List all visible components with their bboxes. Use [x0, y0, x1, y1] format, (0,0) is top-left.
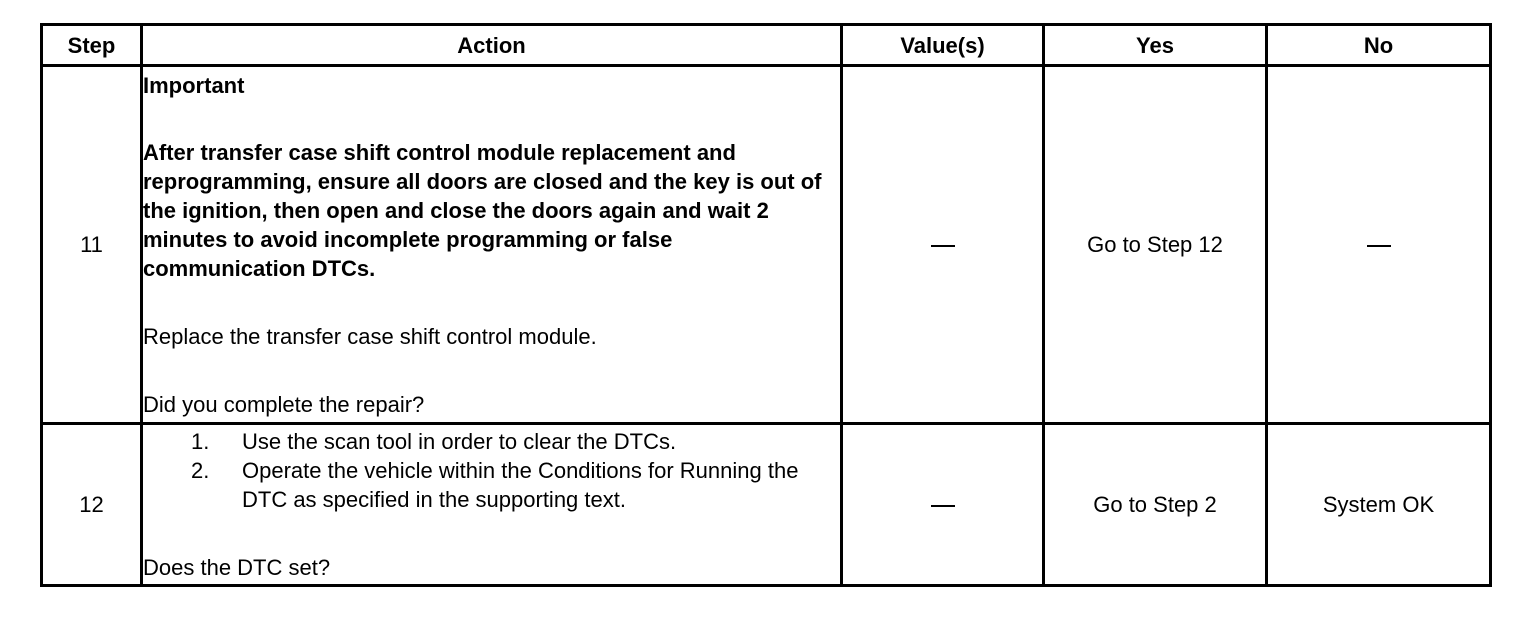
value-cell — [842, 66, 1044, 424]
instruction-text: Replace the transfer case shift control module. — [143, 323, 597, 349]
list-item-number: 1. — [191, 429, 210, 454]
header-action: Action — [142, 25, 842, 66]
list-item — [143, 456, 840, 514]
table-row — [42, 424, 1491, 586]
step-list — [143, 427, 840, 514]
action-cell — [142, 66, 842, 424]
step-number: 11 — [42, 66, 142, 424]
value-cell — [842, 424, 1044, 586]
action-cell — [142, 424, 842, 586]
list-item-number: 2. — [191, 458, 210, 483]
yes-cell: Go to Step 2 — [1044, 424, 1267, 586]
header-values: Value(s) — [842, 25, 1044, 66]
table-row — [42, 66, 1491, 424]
step-number: 12 — [42, 424, 142, 586]
question-text: Did you complete the repair? — [143, 391, 425, 417]
question-text: Does the DTC set? — [143, 555, 331, 580]
list-item-text: Operate the vehicle within the Conditions for Running the DTC as specified in the supporting text. — [242, 458, 799, 512]
list-item-text: Use the scan tool in order to clear the DTCs. — [242, 429, 677, 454]
header-yes: Yes — [1044, 25, 1267, 66]
em-dash — [931, 505, 955, 507]
header-step: Step — [42, 25, 142, 66]
em-dash — [1367, 245, 1391, 247]
important-text: After transfer case shift control module replacement and reprogramming, ensure all doors are closed and the key is out of the ignition, then open and close the doors again and wait 2 minutes to avoid incomplete programming or false communication DTCs. — [143, 139, 822, 281]
yes-cell: Go to Step 12 — [1044, 66, 1267, 424]
em-dash — [931, 245, 955, 247]
no-cell: System OK — [1267, 424, 1491, 586]
header-row — [42, 25, 1491, 66]
header-no: No — [1267, 25, 1491, 66]
list-item — [143, 427, 840, 456]
important-label: Important — [143, 72, 245, 98]
no-cell — [1267, 66, 1491, 424]
diagnostic-table — [40, 23, 1492, 587]
